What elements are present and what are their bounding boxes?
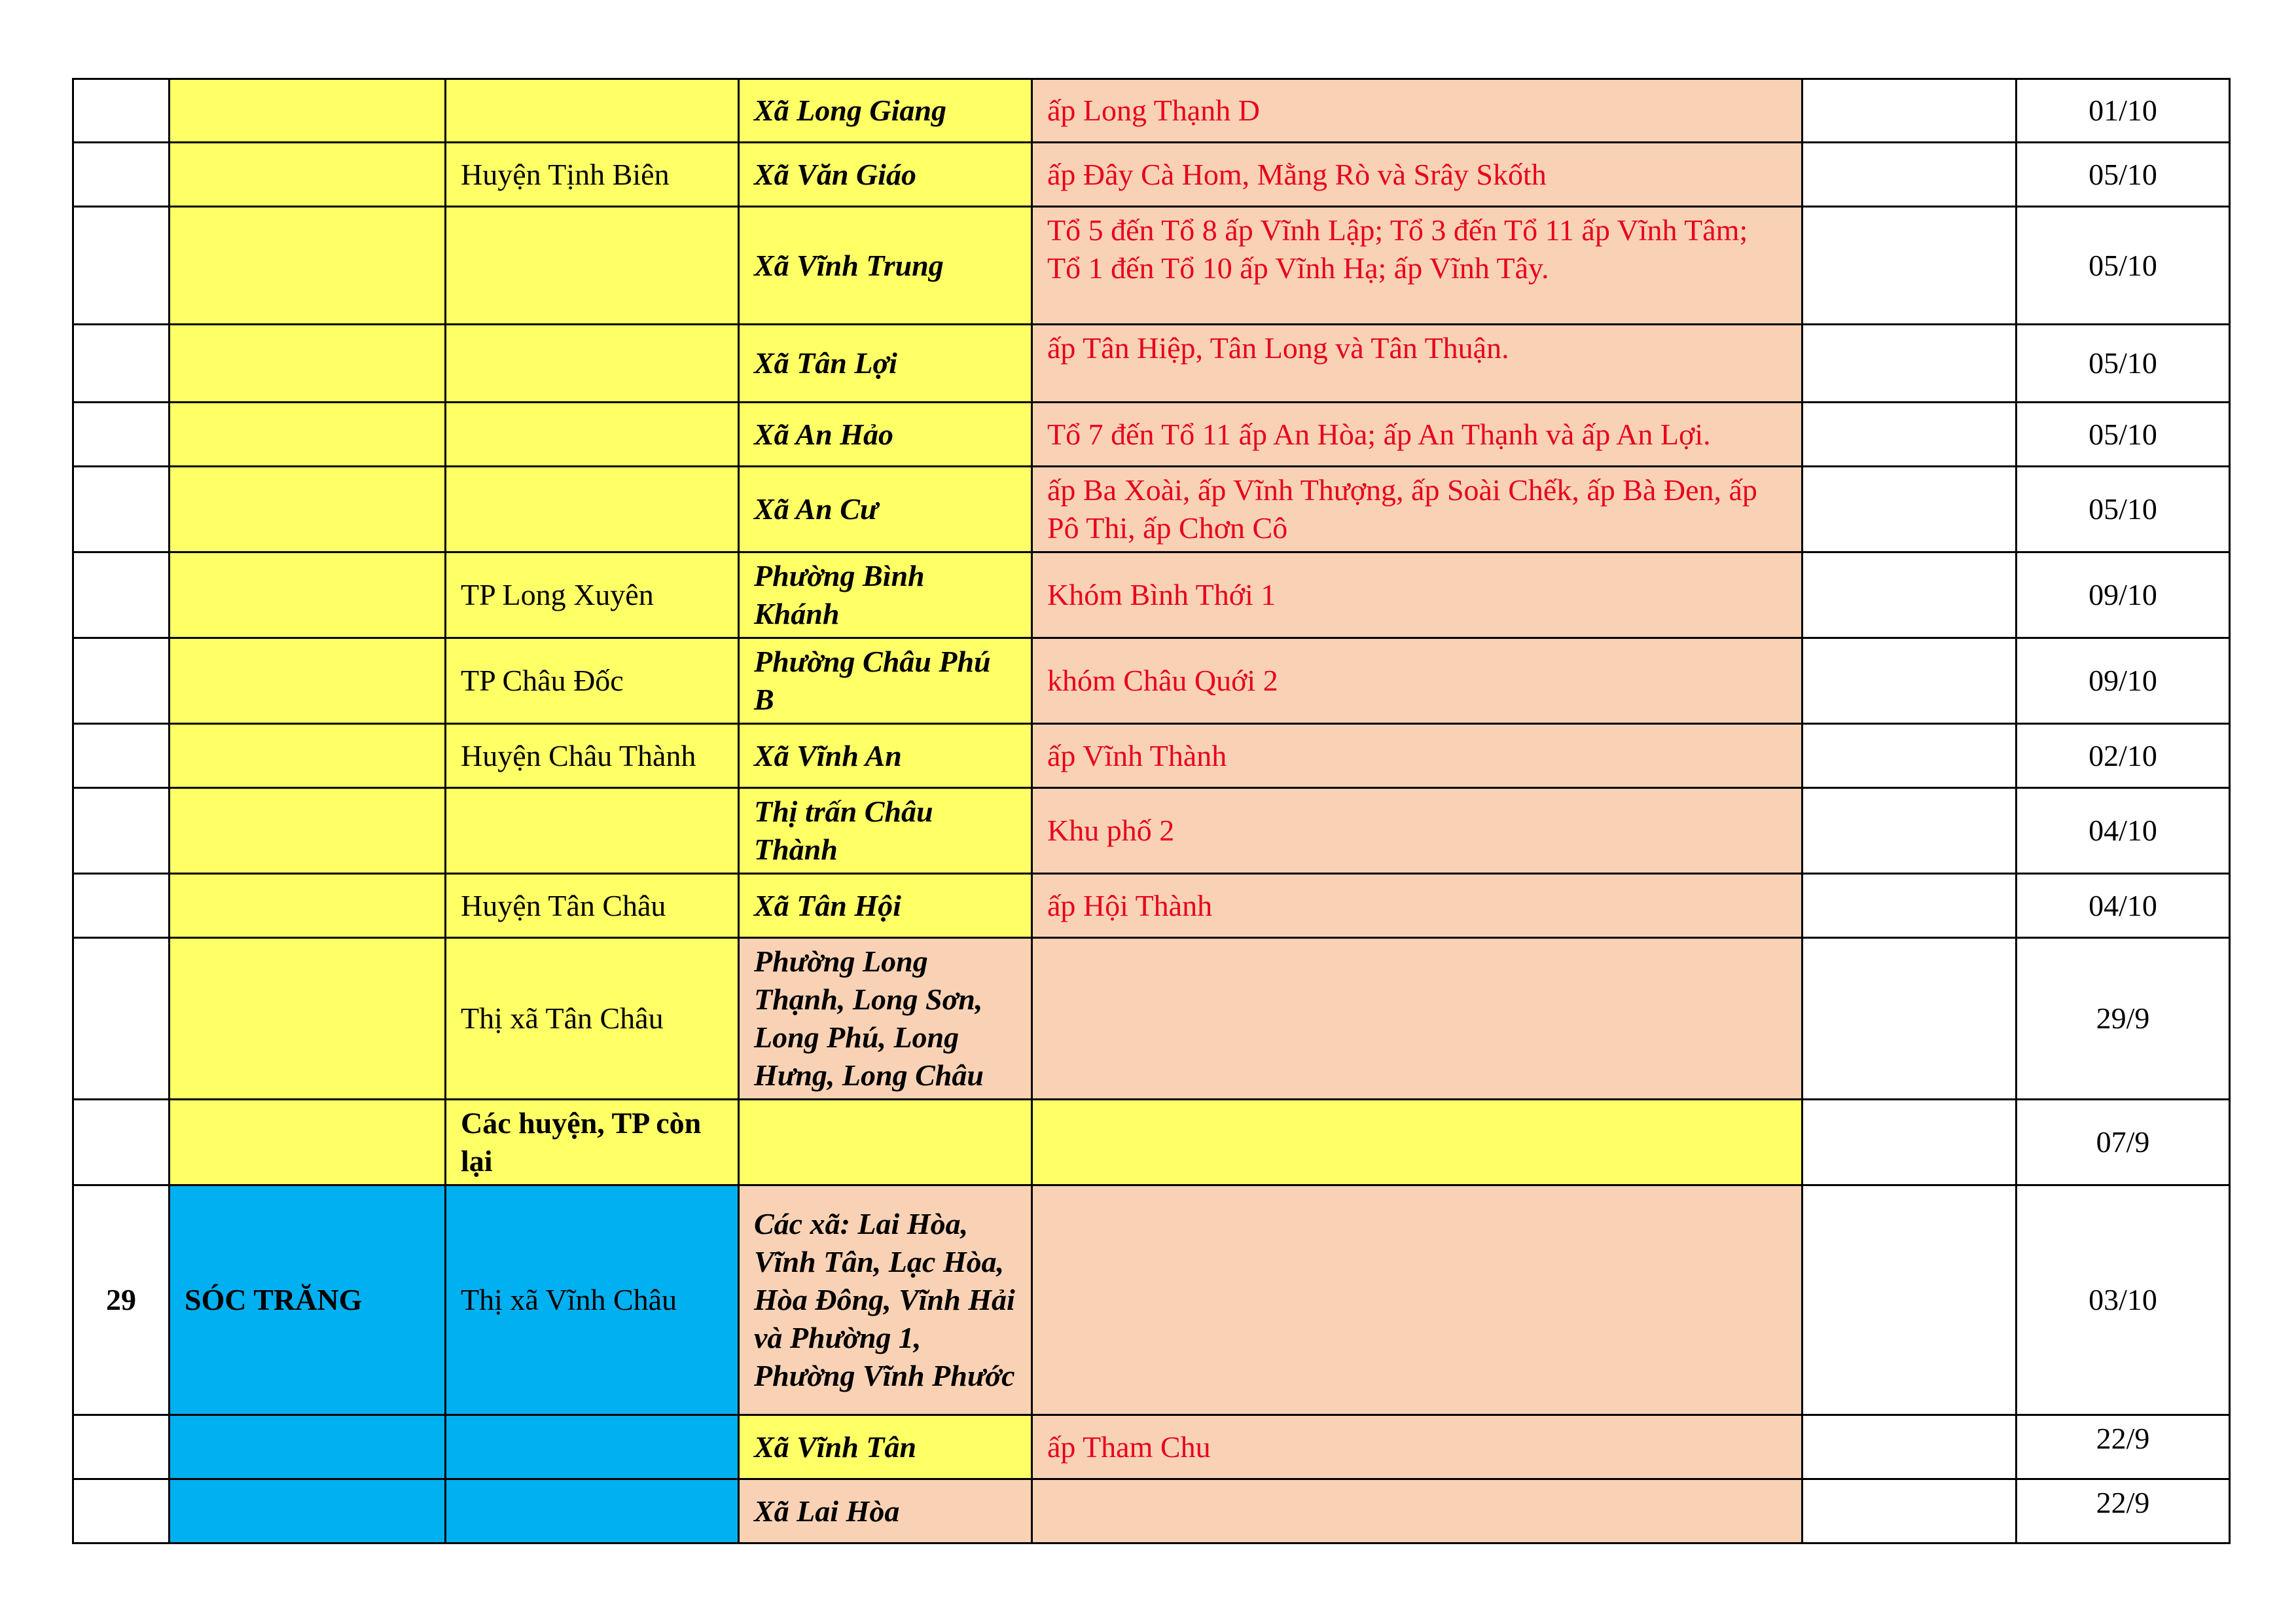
table-row	[73, 788, 2230, 874]
stt-cell	[73, 467, 170, 552]
stt-cell	[73, 724, 170, 788]
note-cell	[1803, 938, 2017, 1100]
table-row	[73, 1185, 2230, 1415]
table-row	[73, 207, 2230, 325]
date-cell: 07/9	[2017, 1100, 2230, 1185]
note-cell	[1803, 1185, 2017, 1415]
area-cell: Khu phố 2	[1032, 788, 1803, 874]
district-cell	[446, 403, 739, 467]
province-cell	[170, 1415, 446, 1479]
province-cell: SÓC TRĂNG	[170, 1185, 446, 1415]
district-cell	[446, 325, 739, 403]
date-cell: 05/10	[2017, 467, 2230, 552]
commune-cell: Phường Châu Phú B	[739, 638, 1032, 724]
stt-cell	[73, 938, 170, 1100]
date-cell: 05/10	[2017, 207, 2230, 325]
commune-cell: Xã Tân Hội	[739, 874, 1032, 938]
stt-cell	[73, 1100, 170, 1185]
district-cell: Thị xã Tân Châu	[446, 938, 739, 1100]
commune-cell: Xã Văn Giáo	[739, 143, 1032, 207]
date-cell: 03/10	[2017, 1185, 2230, 1415]
province-cell	[170, 874, 446, 938]
district-cell	[446, 1479, 739, 1543]
province-cell	[170, 143, 446, 207]
table-row	[73, 938, 2230, 1100]
commune-cell: Phường Bình Khánh	[739, 552, 1032, 638]
stt-cell	[73, 874, 170, 938]
stt-cell	[73, 325, 170, 403]
note-cell	[1803, 724, 2017, 788]
table-row	[73, 467, 2230, 552]
area-cell	[1032, 1185, 1803, 1415]
province-cell	[170, 1479, 446, 1543]
note-cell	[1803, 79, 2017, 143]
stt-cell	[73, 1415, 170, 1479]
note-cell	[1803, 207, 2017, 325]
commune-cell: Xã Long Giang	[739, 79, 1032, 143]
date-cell: 04/10	[2017, 874, 2230, 938]
note-cell	[1803, 143, 2017, 207]
note-cell	[1803, 1479, 2017, 1543]
note-cell	[1803, 1100, 2017, 1185]
stt-cell: 29	[73, 1185, 170, 1415]
commune-cell: Xã Lai Hòa	[739, 1479, 1032, 1543]
date-cell: 29/9	[2017, 938, 2230, 1100]
province-cell	[170, 79, 446, 143]
area-cell: Tổ 5 đến Tổ 8 ấp Vĩnh Lập; Tổ 3 đến Tổ 11 ấp Vĩnh Tâm; Tổ 1 đến Tổ 10 ấp Vĩnh Hạ; ấp Vĩnh Tây.	[1032, 207, 1803, 325]
date-cell: 05/10	[2017, 143, 2230, 207]
district-cell	[446, 207, 739, 325]
district-cell: Huyện Châu Thành	[446, 724, 739, 788]
province-cell	[170, 1100, 446, 1185]
district-cell	[446, 1415, 739, 1479]
district-cell: TP Long Xuyên	[446, 552, 739, 638]
province-cell	[170, 325, 446, 403]
table-row	[73, 1100, 2230, 1185]
date-cell: 05/10	[2017, 403, 2230, 467]
commune-cell: Xã Tân Lợi	[739, 325, 1032, 403]
area-cell	[1032, 938, 1803, 1100]
note-cell	[1803, 638, 2017, 724]
area-cell: ấp Long Thạnh D	[1032, 79, 1803, 143]
area-cell: ấp Tân Hiệp, Tân Long và Tân Thuận.	[1032, 325, 1803, 403]
date-cell: 09/10	[2017, 638, 2230, 724]
commune-cell: Phường Long Thạnh, Long Sơn, Long Phú, Long Hưng, Long Châu	[739, 938, 1032, 1100]
date-cell: 04/10	[2017, 788, 2230, 874]
stt-cell	[73, 403, 170, 467]
province-cell	[170, 638, 446, 724]
date-cell: 02/10	[2017, 724, 2230, 788]
note-cell	[1803, 552, 2017, 638]
stt-cell	[73, 788, 170, 874]
note-cell	[1803, 874, 2017, 938]
area-cell	[1032, 1479, 1803, 1543]
table-row	[73, 724, 2230, 788]
table-row	[73, 325, 2230, 403]
stt-cell	[73, 638, 170, 724]
area-cell: ấp Tham Chu	[1032, 1415, 1803, 1479]
table-row	[73, 403, 2230, 467]
province-cell	[170, 788, 446, 874]
area-cell: ấp Hội Thành	[1032, 874, 1803, 938]
table-row	[73, 874, 2230, 938]
province-cell	[170, 552, 446, 638]
district-cell: Thị xã Vĩnh Châu	[446, 1185, 739, 1415]
commune-cell: Xã Vĩnh Tân	[739, 1415, 1032, 1479]
note-cell	[1803, 403, 2017, 467]
district-cell	[446, 467, 739, 552]
district-cell	[446, 788, 739, 874]
note-cell	[1803, 467, 2017, 552]
district-cell: TP Châu Đốc	[446, 638, 739, 724]
note-cell	[1803, 325, 2017, 403]
schedule-table	[72, 78, 2231, 1544]
area-cell: ấp Đây Cà Hom, Mằng Rò và Srây Skốth	[1032, 143, 1803, 207]
province-cell	[170, 938, 446, 1100]
commune-cell	[739, 1100, 1032, 1185]
table-row	[73, 79, 2230, 143]
area-cell: ấp Vĩnh Thành	[1032, 724, 1803, 788]
commune-cell: Các xã: Lai Hòa, Vĩnh Tân, Lạc Hòa, Hòa Đông, Vĩnh Hải và Phường 1, Phường Vĩnh Phước	[739, 1185, 1032, 1415]
area-cell: ấp Ba Xoài, ấp Vĩnh Thượng, ấp Soài Chếk, ấp Bà Đen, ấp Pô Thi, ấp Chơn Cô	[1032, 467, 1803, 552]
district-cell: Huyện Tân Châu	[446, 874, 739, 938]
table-row	[73, 143, 2230, 207]
commune-cell: Xã Vĩnh Trung	[739, 207, 1032, 325]
district-cell: Các huyện, TP còn lại	[446, 1100, 739, 1185]
table-row	[73, 1415, 2230, 1479]
note-cell	[1803, 788, 2017, 874]
commune-cell: Xã An Cư	[739, 467, 1032, 552]
province-cell	[170, 467, 446, 552]
date-cell: 05/10	[2017, 325, 2230, 403]
table-row	[73, 638, 2230, 724]
stt-cell	[73, 1479, 170, 1543]
area-cell	[1032, 1100, 1803, 1185]
table-row	[73, 1479, 2230, 1543]
commune-cell: Xã An Hảo	[739, 403, 1032, 467]
province-cell	[170, 403, 446, 467]
date-cell: 22/9	[2017, 1415, 2230, 1479]
district-cell	[446, 79, 739, 143]
date-cell: 22/9	[2017, 1479, 2230, 1543]
area-cell: Khóm Bình Thới 1	[1032, 552, 1803, 638]
stt-cell	[73, 79, 170, 143]
date-cell: 01/10	[2017, 79, 2230, 143]
stt-cell	[73, 143, 170, 207]
province-cell	[170, 207, 446, 325]
province-cell	[170, 724, 446, 788]
date-cell: 09/10	[2017, 552, 2230, 638]
note-cell	[1803, 1415, 2017, 1479]
commune-cell: Thị trấn Châu Thành	[739, 788, 1032, 874]
area-cell: Tổ 7 đến Tổ 11 ấp An Hòa; ấp An Thạnh và ấp An Lợi.	[1032, 403, 1803, 467]
stt-cell	[73, 207, 170, 325]
table-row	[73, 552, 2230, 638]
district-cell: Huyện Tịnh Biên	[446, 143, 739, 207]
commune-cell: Xã Vĩnh An	[739, 724, 1032, 788]
area-cell: khóm Châu Quới 2	[1032, 638, 1803, 724]
stt-cell	[73, 552, 170, 638]
